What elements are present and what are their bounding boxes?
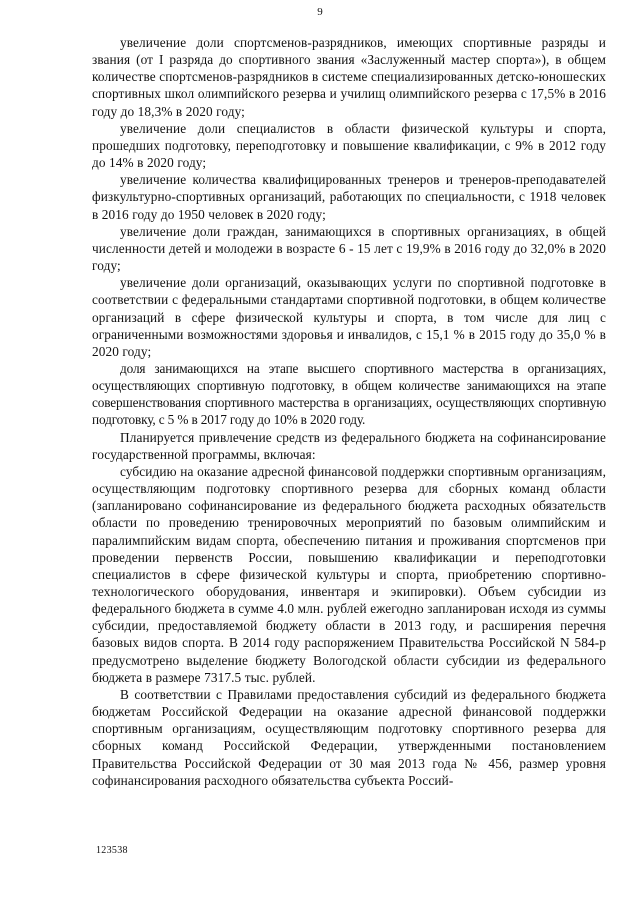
document-code: 123538 xyxy=(96,845,128,856)
paragraph-qualified-coaches: увеличение количества квалифицированных тренеров и тренеров-преподавателей физкультурно-спортивных организаций, работающих по специальности, с 1918 человек в 2016 году до 1950 человек в 2020 году; xyxy=(92,172,606,222)
paragraph-specialists-training: увеличение доли специалистов в области физической культуры и спорта, прошедших подготовку, переподготовку и повышение квалификации, с 9% в 2012 году до 14% в 2020 году; xyxy=(92,120,606,171)
paragraph-citizens-share: увеличение доли граждан, занимающихся в спортивных организациях, в общей численности детей и молодежи в возрасте 6 - 15 лет с 19,9% в 2016 году до 32,0% в 2020 году; xyxy=(92,223,606,274)
page-number: 9 xyxy=(317,6,323,18)
paragraph-organizations-share: увеличение доли организаций, оказывающих услуги по спортивной подготовке в соответствии с федеральными стандартами спортивной подготовки, в общем количестве организаций в сфере физической культуры и спорта, в том числе для лиц с ограниченными возможностями здоровья и инвалидов, с 15,1 % в 2015 году до 35,0 % в 2020 году; xyxy=(92,275,606,359)
paragraph-subsidy-description: субсидию на оказание адресной финансовой поддержки спортивным организациям, осуществляющим подготовку спортивного резерва для сборных команд области (запланировано софинансирование из федерального бюджета расходных обязательств области по проведению тренировочных мероприятий по базовым олимпийским и паралимпийским видам спорта, обеспечению питания и проживания спортсменов при проведении первенств России, повышению квалификации и переподготовки специалистов в сфере физической культуры и спорта, приобретению спортивно-технологического оборудования, инвентаря и экипировки). Объем субсидии из федерального бюджета в сумме 4.0 млн. рублей ежегодно запланирован исходя из суммы субсидии, предоставляемой бюджету области в 2013 году, и расширения перечня базовых видов спорта. В 2014 году распоряжением Правительства Российской N 584-р предусмотрено выделение бюджету Вологодской области субсидии из федерального бюджета в размере 7317.5 тыс. рублей. xyxy=(92,463,606,685)
paragraph-athletes-ranks: увеличение доли спортсменов-разрядников, имеющих спортивные разряды и звания (от I разряда до спортивного звания «Заслуженный мастер спорта»), в общем количестве спортсменов-разрядников в системе специализированных детско-юношеских спортивных школ олимпийского резерва и училищ олимпийского резерва с 17,5% в 2016 году до 18,3% в 2020 году; xyxy=(92,35,606,119)
body-text xyxy=(92,34,606,789)
paragraph-high-mastery-share: доля занимающихся на этапе высшего спортивного мастерства в организациях, осуществляющих спортивную подготовку, в общем количестве занимающихся на этапе совершенствования спортивного мастерства в организациях, осуществляющих спортивную подготовку, с 5 % в 2017 году до 10% в 2020 году. xyxy=(92,360,606,428)
paragraph-subsidy-rules: В соответствии с Правилами предоставления субсидий из федерального бюджета бюджетам Российской Федерации на оказание адресной финансовой поддержки спортивным организациям, осуществляющим подготовку спортивного резерва для сборных команд Российской Федерации, утвержденными постановлением Правительства Российской Федерации от 30 мая 2013 года № 456, размер уровня софинансирования расходного обязательства субъекта Россий- xyxy=(92,686,606,788)
paragraph-federal-funding-intro: Планируется привлечение средств из федерального бюджета на софинансирование государственной программы, включая: xyxy=(92,429,606,462)
